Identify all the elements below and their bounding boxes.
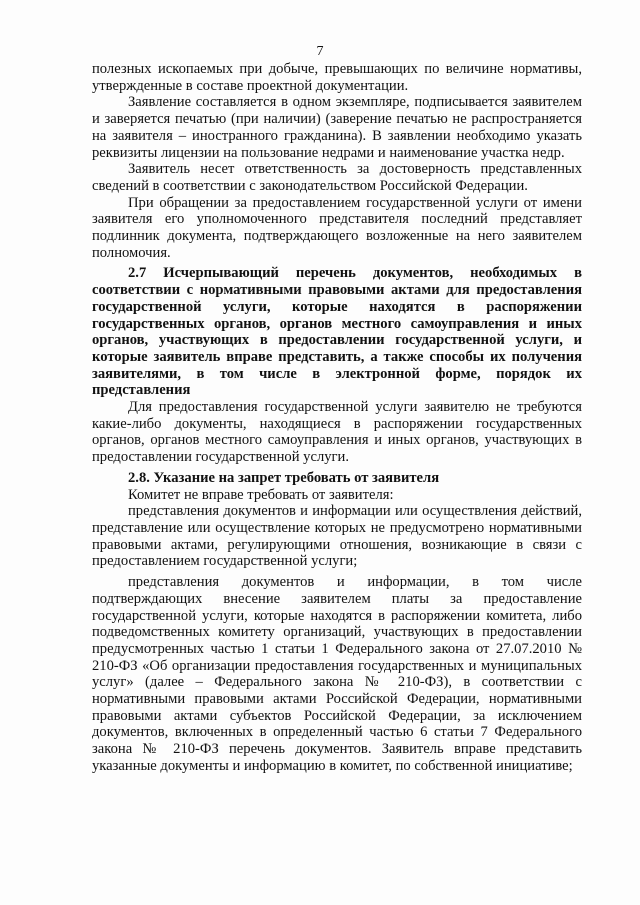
paragraph-applicant-responsibility: Заявитель несет ответственность за достоверность представленных сведений в соответствии с законодательством Российской Федерации. (92, 161, 582, 194)
paragraph-application-form: Заявление составляется в одном экземпляре, подписывается заявителем и заверяется печатью (при наличии) (заверение печатью не распространяется на заявителя – иностранного гражданина). В заявлении необходимо указать реквизиты лицензии на пользование недрами и наименование участка недр. (92, 94, 582, 161)
page-number: 7 (316, 44, 324, 59)
list-item-documents-in-possession: представления документов и информации, в том числе подтверждающих внесение заявителем платы за предоставление государственной услуги, которые находятся в распоряжении комитета, либо подведомственных комитету организаций, участвующих в предоставлении предусмотренных частью 1 статьи 1 Федерального закона от 27.07.2010 № 210-ФЗ «Об организации предоставления государственных и муниципальных услуг» (далее – Федерального закона № 210-ФЗ), в соответствии с нормативными правовыми актами Российской Федерации, нормативными правовыми актами субъектов Российской Федерации, за исключением документов, включенных в определенный частью 6 статьи 7 Федерального закона № 210-ФЗ перечень документов. Заявитель вправе представить указанные документы и информацию в комитет, по собственной инициативе; (92, 574, 582, 774)
paragraph-continuation: полезных ископаемых при добыче, превышающих по величине нормативы, утвержденные в составе проектной документации. (92, 61, 582, 94)
paragraph-representative: При обращении за предоставлением государственной услуги от имени заявителя его уполномоченного представителя последний представляет подлинник документа, подтверждающего возложенные на него заявителем полномочия. (92, 194, 582, 261)
section-heading-2-7: 2.7 Исчерпывающий перечень документов, необходимых в соответствии с нормативными правовыми актами для предоставления государственной услуги, которые находятся в распоряжении государственных органов, органов местного самоуправления и иных органов, участвующих в предоставлении государственной услуги, и которые заявитель вправе представить, а также способы их получения заявителями, в том числе в электронной форме, порядок их представления (92, 265, 582, 399)
document-body (92, 61, 582, 775)
paragraph-no-documents-required: Для предоставления государственной услуги заявителю не требуются какие-либо документы, находящиеся в распоряжении государственных органов, органов местного самоуправления и иных органов, участвующих в предоставлении государственной услуги. (92, 399, 582, 466)
paragraph-committee-prohibition: Комитет не вправе требовать от заявителя: (128, 486, 394, 503)
section-heading-2-8: 2.8. Указание на запрет требовать от заявителя (128, 469, 440, 486)
list-item-documents-not-required-by-law: представления документов и информации или осуществления действий, представление или осуществление которых не предусмотрено нормативными правовыми актами, регулирующими отношения, возникающие в связи с предоставлением государственной услуги; (92, 503, 582, 570)
